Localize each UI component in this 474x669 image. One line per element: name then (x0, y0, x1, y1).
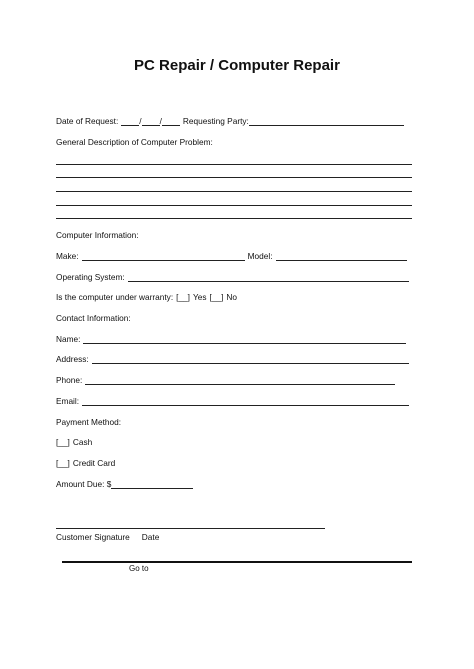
request-year-field[interactable] (159, 116, 180, 126)
credit-card-label: Credit Card (72, 458, 116, 468)
description-line-4[interactable] (56, 205, 412, 206)
address-label: Address: (56, 354, 89, 364)
cash-row (56, 437, 92, 447)
email-field[interactable] (82, 397, 409, 406)
email-row (56, 396, 409, 406)
date-separator-1: / (139, 116, 142, 126)
phone-field[interactable] (85, 376, 395, 385)
warranty-yes-label: Yes (192, 292, 207, 302)
contact-information-row (56, 313, 131, 323)
payment-method-label: Payment Method: (56, 417, 122, 427)
signature-line[interactable] (56, 528, 325, 529)
computer-information-label: Computer Information: (56, 230, 139, 240)
phone-row (56, 375, 395, 385)
description-line-2[interactable] (56, 177, 412, 178)
model-field[interactable] (276, 252, 407, 261)
amount-due-label: Amount Due: $ (56, 479, 112, 489)
customer-signature-label: Customer Signature (56, 532, 130, 542)
description-line-5[interactable] (56, 218, 412, 219)
description-line-1[interactable] (56, 164, 412, 165)
make-model-row (56, 251, 407, 261)
date-label: Date (141, 532, 160, 542)
credit-card-row (56, 458, 115, 468)
operating-system-row (56, 272, 409, 282)
general-description-label: General Description of Computer Problem: (56, 137, 213, 147)
warranty-no-label: No (226, 292, 237, 302)
contact-information-label: Contact Information: (56, 313, 131, 323)
signature-labels-row (56, 532, 159, 542)
request-day-field[interactable] (142, 117, 160, 126)
footer-bar (62, 561, 412, 563)
model-label: Model: (247, 251, 273, 261)
requesting-party-field[interactable] (249, 117, 404, 126)
cash-checkbox[interactable]: [__] (56, 437, 70, 447)
date-of-request-row (56, 116, 404, 126)
credit-card-checkbox[interactable]: [__] (56, 458, 70, 468)
computer-information-row (56, 230, 139, 240)
requesting-party-label: Requesting Party: (182, 116, 249, 126)
email-label: Email: (56, 396, 80, 406)
date-separator-2: / (159, 116, 162, 126)
operating-system-field[interactable] (128, 273, 409, 282)
warranty-row (56, 292, 237, 302)
make-field[interactable] (82, 252, 245, 261)
description-line-3[interactable] (56, 191, 412, 192)
amount-due-row (56, 479, 193, 489)
warranty-question: Is the computer under warranty: (56, 292, 174, 302)
general-description-row (56, 137, 213, 147)
operating-system-label: Operating System: (56, 272, 125, 282)
address-row (56, 354, 409, 364)
make-label: Make: (56, 251, 79, 261)
form-title: PC Repair / Computer Repair (134, 57, 340, 74)
request-month-field[interactable] (121, 116, 142, 126)
amount-due-field[interactable] (111, 480, 193, 489)
address-field[interactable] (92, 355, 409, 364)
cash-label: Cash (72, 437, 93, 447)
go-to-link[interactable]: Go to (129, 564, 149, 573)
name-label: Name: (56, 334, 81, 344)
name-field[interactable] (83, 335, 406, 344)
warranty-no-checkbox[interactable]: [__] (209, 292, 224, 302)
name-row (56, 334, 406, 344)
warranty-yes-checkbox[interactable]: [__] (176, 292, 190, 302)
phone-label: Phone: (56, 375, 83, 385)
payment-method-row (56, 417, 121, 427)
date-of-request-label: Date of Request: (56, 116, 119, 126)
